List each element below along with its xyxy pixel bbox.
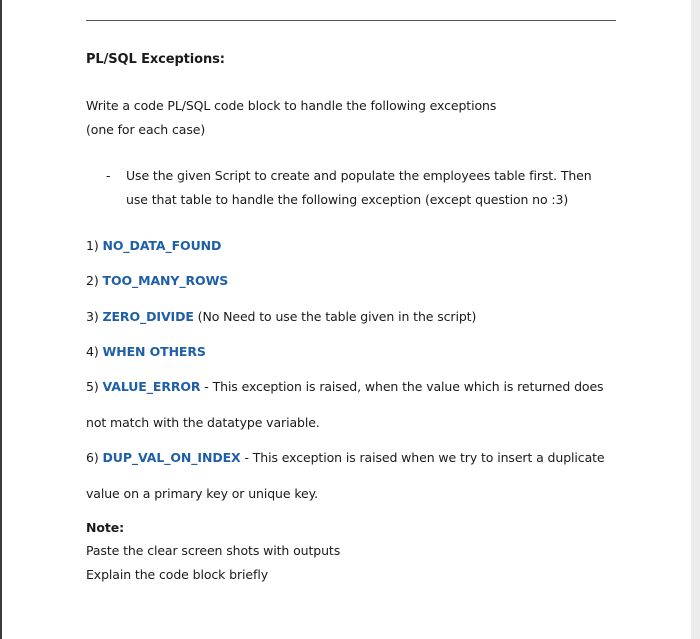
exception-keyword: DUP_VAL_ON_INDEX — [102, 450, 241, 465]
exception-item-5-continued: not match with the datatype variable. — [86, 415, 320, 430]
document-title: PL/SQL Exceptions: — [86, 52, 225, 67]
exception-item-6 — [86, 450, 605, 466]
item-number: 3) — [86, 309, 99, 324]
exception-description: - This exception is raised when we try to insert a duplicate — [244, 450, 605, 465]
item-number: 1) — [86, 238, 99, 253]
note-line-1: Paste the clear screen shots with outputs — [86, 543, 341, 558]
exception-item-1 — [86, 238, 221, 254]
item-number: 4) — [86, 344, 99, 359]
bullet-line-1: Use the given Script to create and populate the employees table first. Then — [126, 168, 592, 183]
right-scroll-gutter — [691, 0, 700, 639]
item-number: 2) — [86, 273, 99, 288]
exception-keyword: TOO_MANY_ROWS — [102, 273, 229, 288]
exception-keyword: WHEN OTHERS — [102, 344, 206, 359]
item-number: 5) — [86, 379, 99, 394]
exception-keyword: NO_DATA_FOUND — [102, 238, 222, 253]
exception-keyword: ZERO_DIVIDE — [102, 309, 194, 324]
bullet-dash: - — [106, 168, 111, 183]
exception-item-5 — [86, 379, 603, 395]
exception-description: (No Need to use the table given in the script) — [197, 309, 477, 324]
exception-item-4 — [86, 344, 206, 360]
exception-description: - This exception is raised, when the value which is returned does — [204, 379, 604, 394]
bullet-line-2: use that table to handle the following exception (except question no :3) — [126, 192, 569, 207]
exception-item-6-continued: value on a primary key or unique key. — [86, 486, 319, 501]
intro-line-2: (one for each case) — [86, 122, 206, 137]
note-line-2: Explain the code block briefly — [86, 567, 268, 582]
item-number: 6) — [86, 450, 99, 465]
exception-item-2 — [86, 273, 228, 289]
top-divider — [86, 20, 616, 21]
note-label: Note: — [86, 520, 125, 535]
left-border — [0, 0, 2, 639]
intro-line-1: Write a code PL/SQL code block to handle the following exceptions — [86, 98, 497, 113]
exception-keyword: VALUE_ERROR — [102, 379, 201, 394]
exception-item-3 — [86, 309, 476, 325]
